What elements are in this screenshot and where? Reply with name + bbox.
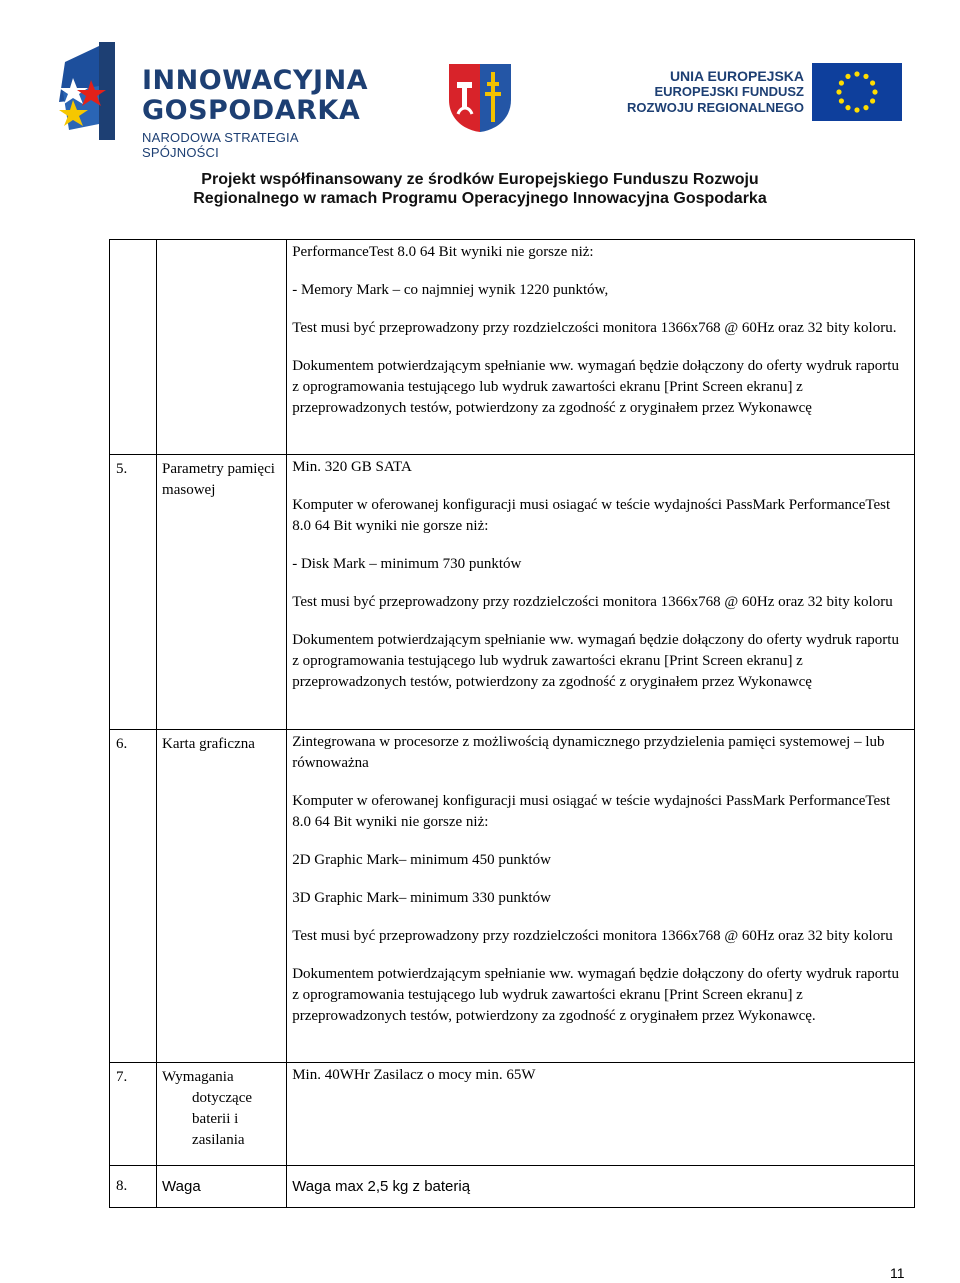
eu-fund-label — [580, 68, 804, 116]
coat-of-arms-icon — [449, 64, 511, 132]
table-row-battery — [110, 1063, 915, 1166]
row-name: Parametry pamięci masowej — [157, 455, 287, 730]
row-name-line: Wymagania — [162, 1069, 234, 1085]
desc-paragraph: Min. 40WHr Zasilacz o mocy min. 65W — [292, 1067, 536, 1083]
desc-paragraph: Dokumentem potwierdzającym spełnianie ww. wymagań będzie dołączony do oferty wydruk raportu z oprogramowania testującego lub wydruk zawartości ekranu [Print Screen ekranu] z przeprowadzonych testów, potwierdzony za zgodność z oryginałem przez Wykonawcę — [292, 358, 899, 416]
desc-paragraph: Komputer w oferowanej konfiguracji musi osiagać w teście wydajności PassMark PerformanceTest 8.0 64 Bit wyniki nie gorsze niż: — [292, 497, 891, 534]
row-name: Karta graficzna — [157, 730, 287, 1063]
desc-paragraph: Dokumentem potwierdzającym spełnianie ww. wymagań będzie dołączony do oferty wydruk raportu z oprogramowania testującego lub wydruk zawartości ekranu [Print Screen ekranu] z przeprowadzonych testów, potwierdzony za zgodność z oryginałem przez Wykonawcę — [292, 632, 899, 690]
desc-paragraph: Test musi być przeprowadzony przy rozdzielczości monitora 1366x768 @ 60Hz oraz 32 bity koloru — [292, 928, 893, 944]
eu-line-rozwoju: ROZWOJU REGIONALNEGO — [627, 100, 804, 115]
eu-line-unia: UNIA EUROPEJSKA — [669, 68, 804, 84]
star-flag-icon — [55, 42, 145, 142]
desc-paragraph: - Disk Mark – minimum 730 punktów — [292, 556, 522, 572]
desc-paragraph: Dokumentem potwierdzającym spełnianie ww. wymagań będzie dołączony do oferty wydruk raportu z oprogramowania testującego lub wydruk zawartości ekranu [Print Screen ekranu] z przeprowadzonych testów, potwierdzony za zgodność z oryginałem przez Wykonawcę. — [292, 966, 899, 1024]
logo-line-strategia: NARODOWA STRATEGIA SPÓJNOŚCI — [142, 130, 299, 160]
desc-paragraph: Zintegrowana w procesorze z możliwością dynamicznego przydzielenia pamięci systemowej – lub równoważna — [292, 734, 885, 771]
row-description: Waga max 2,5 kg z baterią — [287, 1166, 915, 1208]
desc-paragraph: PerformanceTest 8.0 64 Bit wyniki nie gorsze niż: — [292, 244, 594, 260]
page-header — [0, 0, 960, 215]
row-name-cell — [157, 1063, 287, 1166]
specification-table — [109, 239, 915, 1208]
eu-line-fundusz: EUROPEJSKI FUNDUSZ — [654, 84, 804, 99]
logo-line-gospodarka: GOSPODARKA — [142, 95, 361, 126]
table-row-weight — [110, 1166, 915, 1208]
project-title-line2: Regionalnego w ramach Programu Operacyjnego Innowacyjna Gospodarka — [193, 190, 767, 207]
row-description-cell — [287, 240, 915, 455]
row-description-cell — [287, 455, 915, 730]
desc-paragraph: - Memory Mark – co najmniej wynik 1220 punktów, — [292, 282, 609, 298]
table-row-graphics — [110, 730, 915, 1063]
project-title-line1: Projekt współfinansowany ze środków Europejskiego Funduszu Rozwoju — [201, 171, 759, 188]
row-number: 8. — [110, 1166, 157, 1208]
row-number: 6. — [110, 730, 157, 1063]
project-title — [130, 170, 830, 208]
row-name-line: baterii i — [192, 1111, 239, 1127]
page-number: 11 — [890, 1265, 905, 1281]
row-number-cell — [110, 240, 157, 455]
row-name-line: dotyczące — [192, 1090, 253, 1106]
eu-flag-icon — [812, 63, 902, 121]
row-description-cell — [287, 730, 915, 1063]
logo-line-innowacyjna: INNOWACYJNA — [142, 65, 369, 96]
row-number: 7. — [110, 1063, 157, 1166]
desc-paragraph: 3D Graphic Mark– minimum 330 punktów — [292, 890, 551, 906]
desc-paragraph: Min. 320 GB SATA — [292, 459, 412, 475]
table-row-storage — [110, 455, 915, 730]
desc-paragraph: 2D Graphic Mark– minimum 450 punktów — [292, 852, 551, 868]
row-number: 5. — [110, 455, 157, 730]
desc-paragraph: Komputer w oferowanej konfiguracji musi osiągać w teście wydajności PassMark PerformanceTest 8.0 64 Bit wyniki nie gorsze niż: — [292, 793, 891, 830]
row-name: Waga — [157, 1166, 287, 1208]
table-row-continued — [110, 240, 915, 455]
row-description-cell — [287, 1063, 915, 1166]
innowacyjna-gospodarka-logo — [55, 42, 375, 160]
row-name-cell — [157, 240, 287, 455]
desc-paragraph: Test musi być przeprowadzony przy rozdzielczości monitora 1366x768 @ 60Hz oraz 32 bity koloru — [292, 594, 893, 610]
desc-paragraph: Test musi być przeprowadzony przy rozdzielczości monitora 1366x768 @ 60Hz oraz 32 bity koloru. — [292, 320, 897, 336]
row-name-line: zasilania — [192, 1132, 245, 1148]
